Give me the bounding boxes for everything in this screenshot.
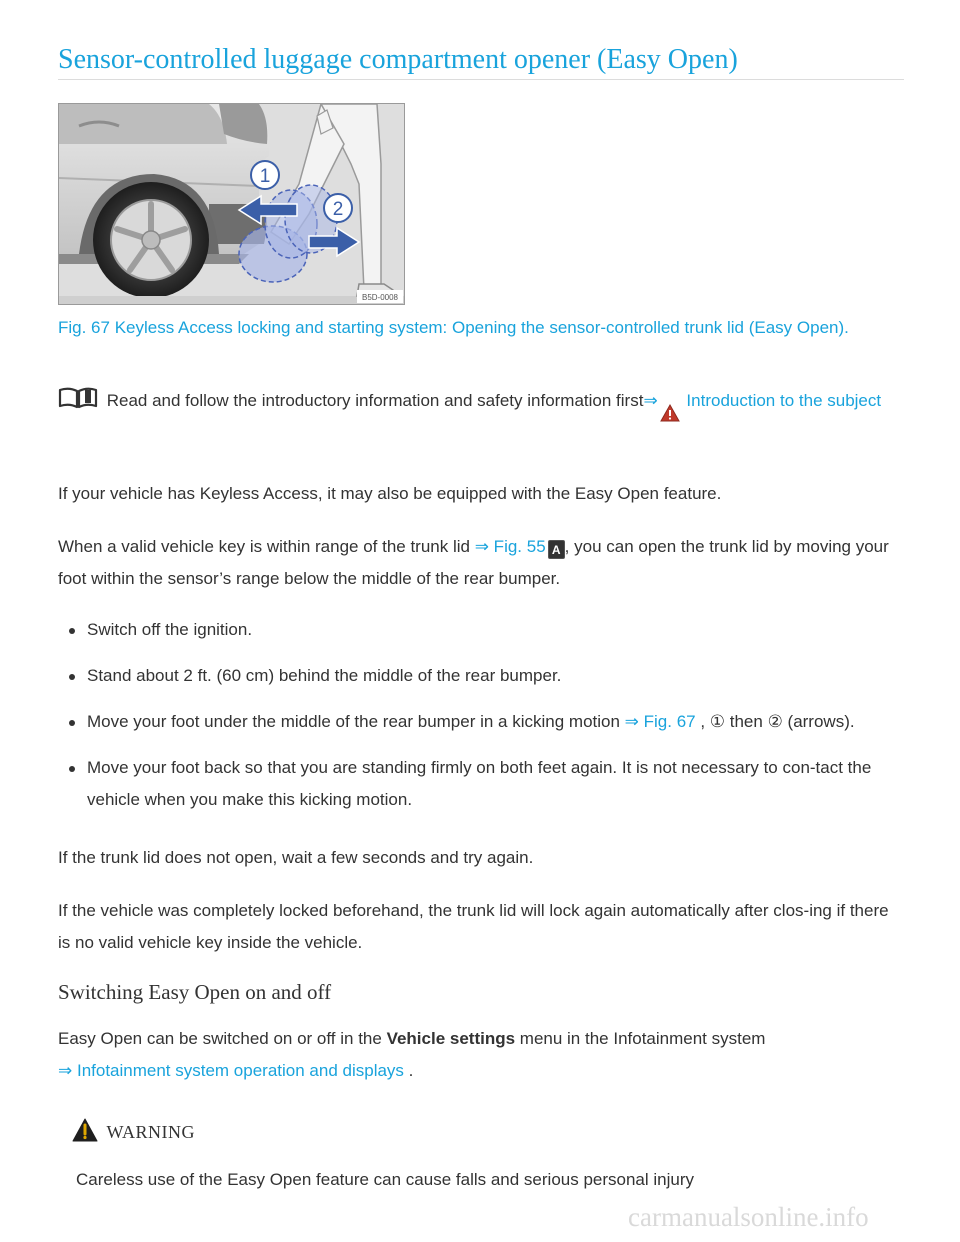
page-title: Sensor-controlled luggage compartment opener (Easy Open) [58,44,738,75]
figure-caption: Fig. 67 Keyless Access locking and starting system: Opening the sensor-controlled trunk lid (Easy Open). [58,318,849,337]
paragraph-keyless: If your vehicle has Keyless Access, it may also be equipped with the Easy Open feature. [58,484,722,503]
infotainment-link[interactable]: ⇒ Infotainment system operation and displays [58,1061,404,1080]
list-item: Switch off the ignition. [58,614,903,646]
key-a-icon: A [548,540,565,559]
section-heading: Switching Easy Open on and off [58,980,332,1004]
para2-after: , you can open the trunk lid by moving your foot within the sensor’s range below the middle of the rear bumper. [58,537,889,588]
list-item: Move your foot back so that you are standing firmly on both feet again. It is not necessary to con-tact the vehicle when you make this kicking motion. [58,752,903,816]
fig-55-link[interactable]: ⇒ Fig. 55 [474,537,546,556]
paragraph-settings [58,1023,903,1087]
step-list [58,614,903,816]
intro-notice [58,385,903,433]
warning-label: WARNING [106,1122,195,1142]
intro-link[interactable]: Introduction to the subject [681,391,882,410]
paragraph-retry: If the trunk lid does not open, wait a few seconds and try again. [58,848,534,867]
vehicle-settings-label: Vehicle settings [386,1029,516,1048]
para2-before: When a valid vehicle key is within range of the trunk lid [58,537,475,556]
paragraph-relock: If the vehicle was completely locked beforehand, the trunk lid will lock again automatically after clos-ing if there is no valid vehicle key inside the vehicle. [58,901,889,952]
figure-code: B5D-0008 [361,293,399,302]
b3-after: , ① then ② (arrows). [695,712,855,731]
fig-67-link[interactable]: ⇒ Fig. 67 [624,712,696,731]
warning-text: Careless use of the Easy Open feature can cause falls and serious personal injury [76,1170,695,1189]
warning-icon [72,1129,102,1146]
b3-before: Move your foot under the middle of the rear bumper in a kicking motion [87,712,625,731]
title-divider [58,79,904,80]
para5-end: . [403,1061,414,1080]
intro-arrow[interactable]: ⇒ [643,391,658,410]
warning-triangle-icon [660,401,680,433]
list-item [58,706,903,738]
warning-header [72,1118,195,1147]
callout-1: 1 [259,166,271,187]
intro-text: Read and follow the introductory information and safety information first [102,391,644,410]
figure-67-illustration [58,103,405,305]
para5-before: Easy Open can be switched on or off in the [58,1029,387,1048]
list-item: Stand about 2 ft. (60 cm) behind the middle of the rear bumper. [58,660,903,692]
paragraph-valid-key [58,531,903,595]
para5-after: menu in the Infotainment system [515,1029,766,1048]
watermark: carmanualsonline.info [628,1202,869,1232]
callout-2: 2 [332,199,344,220]
book-icon [58,387,98,420]
